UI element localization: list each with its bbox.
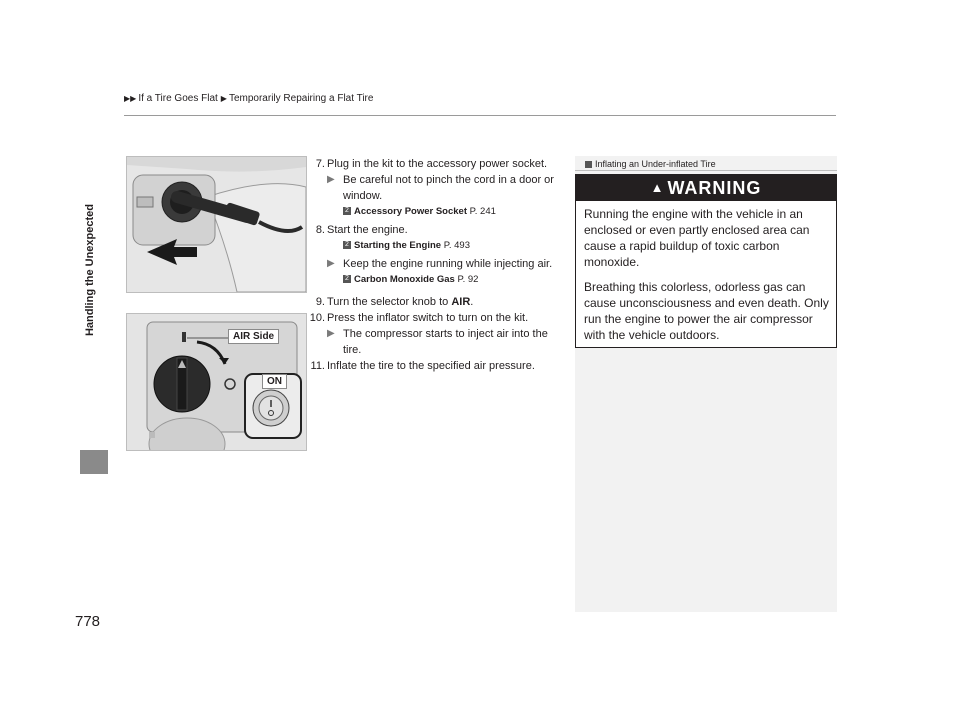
step-10 (309, 310, 563, 326)
warning-title: WARNING (667, 178, 762, 198)
warning-text (584, 206, 829, 352)
double-triangle-icon: ▶▶ (124, 94, 137, 103)
step-text: Plug in the kit to the accessory power socket. (327, 158, 548, 170)
step-number: 7. (315, 158, 325, 170)
chapter-tab-marker (80, 450, 108, 474)
triangle-icon: ▶ (220, 94, 227, 103)
step-text: Start the engine. (327, 224, 408, 236)
warning-paragraph: Running the engine with the vehicle in an enclosed or even partly enclosed area can cause a rapid buildup of toxic carbon monoxide. (584, 207, 810, 269)
step-text-end: . (470, 296, 474, 308)
breadcrumb (124, 93, 373, 104)
reference-icon: 2 (343, 207, 351, 215)
on-callout: ON (262, 374, 287, 389)
step-note (313, 172, 563, 204)
note-text: Keep the engine running while injecting air. (343, 258, 553, 270)
step-number: 11. (310, 360, 325, 372)
reference-icon: 2 (343, 275, 351, 283)
step-note (313, 256, 563, 272)
breadcrumb-item-flat-tire[interactable]: If a Tire Goes Flat (138, 93, 218, 104)
reference-title[interactable]: Starting the Engine (354, 240, 442, 251)
warning-paragraph: Breathing this colorless, odorless gas can cause unconsciousness and even death. Only run the engine to power the air compressor with the vehicle outdoors. (584, 280, 829, 342)
page-number: 778 (75, 613, 101, 630)
step-11 (310, 358, 563, 374)
header-divider (124, 115, 836, 116)
chapter-tab-label: Handling the Unexpected (84, 203, 96, 337)
reference-page[interactable]: P. 493 (443, 240, 470, 251)
side-note-heading-text: Inflating an Under-inflated Tire (595, 159, 716, 169)
accessory-socket-illustration (126, 156, 307, 293)
cross-reference[interactable] (313, 272, 563, 288)
cross-reference[interactable] (313, 238, 563, 254)
reference-page[interactable]: P. 92 (457, 274, 479, 285)
chapter-tab (78, 120, 102, 420)
procedure-steps (309, 156, 563, 374)
cross-reference[interactable] (313, 204, 563, 220)
step-text: Press the inflator switch to turn on the kit. (327, 312, 529, 324)
step-9 (313, 294, 563, 310)
warning-triangle-icon: ▲ (650, 180, 665, 195)
step-number: 8. (315, 224, 325, 236)
air-side-callout: AIR Side (228, 329, 279, 344)
arrow-icon: ▶ (327, 328, 335, 339)
note-text: The compressor starts to inject air into the tire. (343, 328, 548, 356)
side-note-divider (575, 170, 837, 171)
step-text: Turn the selector knob to (327, 296, 452, 308)
step-note (313, 326, 563, 358)
note-marker-icon (585, 161, 592, 168)
step-7 (313, 156, 563, 172)
step-number: 9. (315, 296, 325, 308)
breadcrumb-item-repair[interactable]: Temporarily Repairing a Flat Tire (228, 93, 374, 104)
reference-page[interactable]: P. 241 (469, 206, 496, 217)
arrow-icon: ▶ (327, 258, 335, 269)
arrow-icon: ▶ (327, 174, 335, 185)
warning-header (576, 175, 836, 201)
step-8 (313, 222, 563, 238)
side-note-heading (585, 159, 716, 169)
reference-title[interactable]: Carbon Monoxide Gas (354, 274, 455, 285)
step-number: 10. (309, 312, 325, 324)
step-text: Inflate the tire to the specified air pressure. (327, 360, 535, 372)
step-text-bold: AIR (451, 296, 471, 308)
note-text: Be careful not to pinch the cord in a door or window. (343, 174, 554, 202)
reference-title[interactable]: Accessory Power Socket (354, 206, 468, 217)
reference-icon: 2 (343, 241, 351, 249)
